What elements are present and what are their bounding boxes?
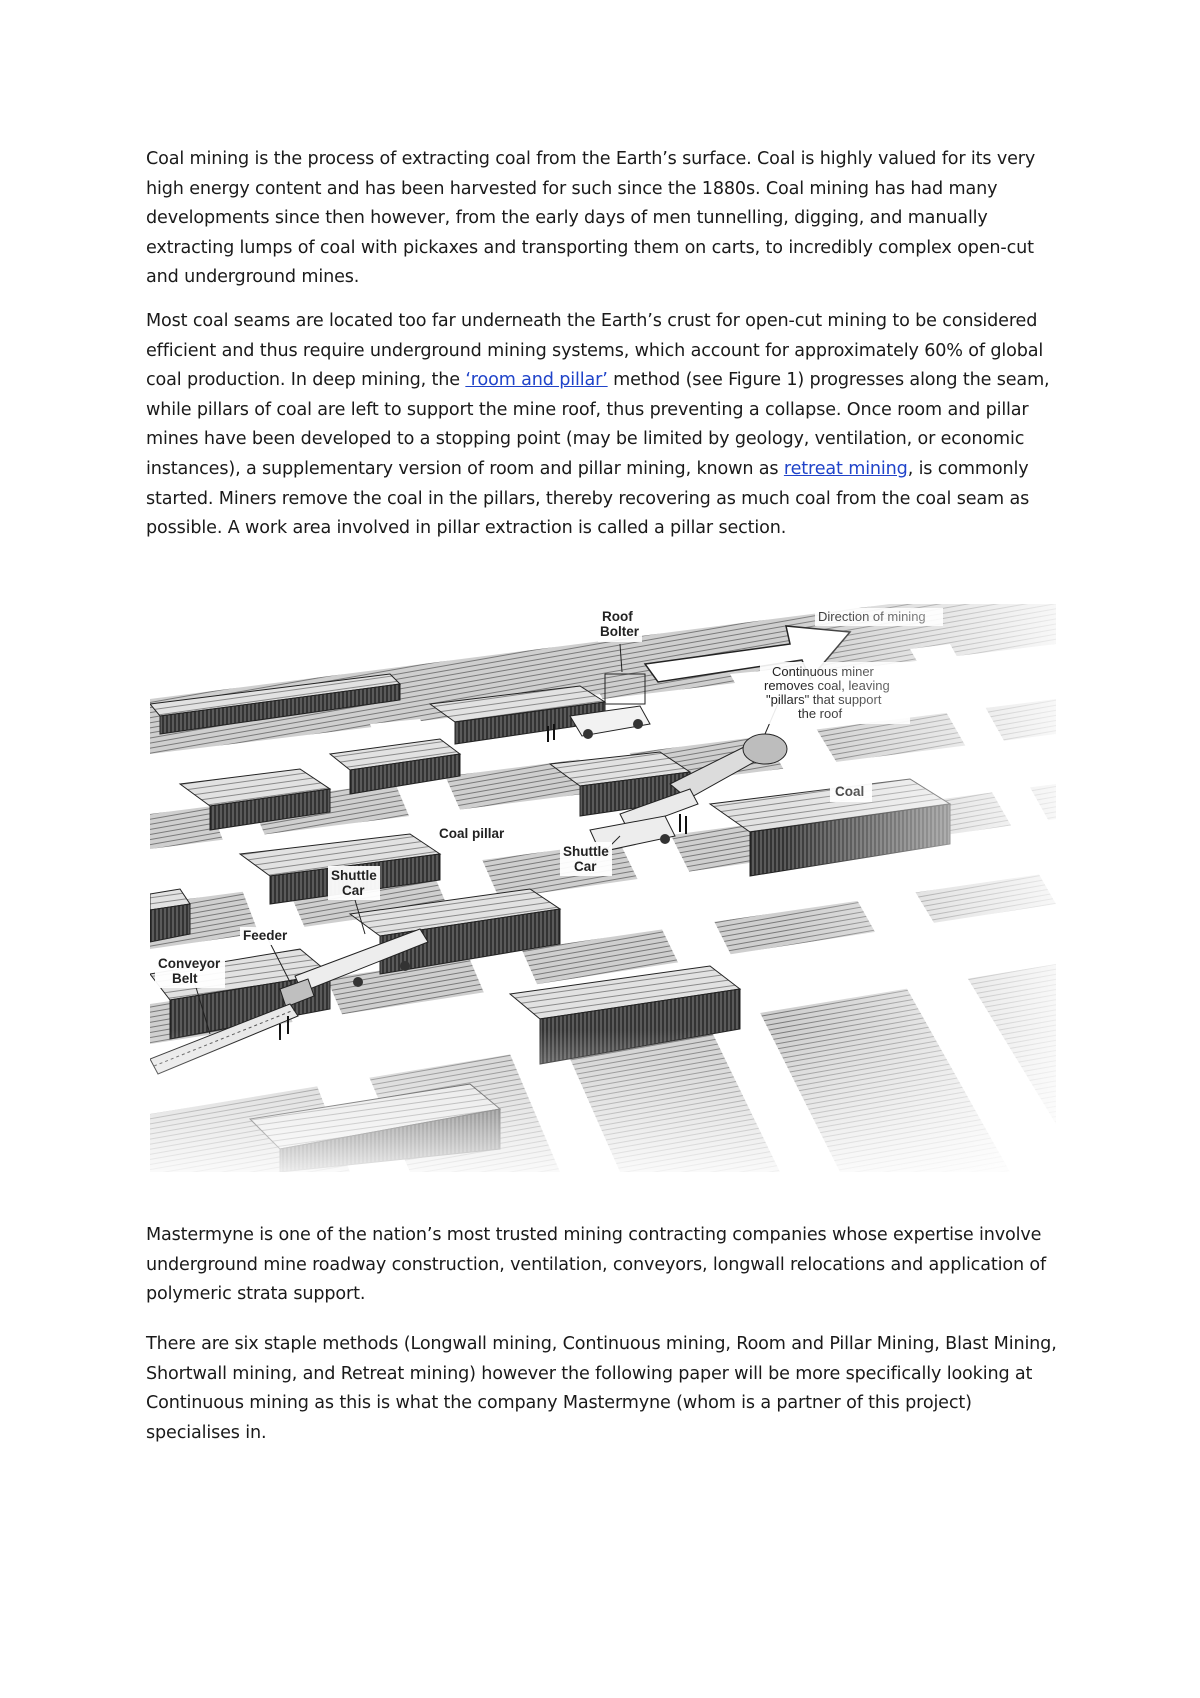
paragraph-mastermyne: Mastermyne is one of the nation’s most trusted mining contracting companies whose expertise involve underground mine roadway construction, ventilation, conveyors, longwall relocations and application of polymeric strata support. [146, 1225, 1047, 1305]
paragraph-methods: There are six staple methods (Longwall mining, Continuous mining, Room and Pillar Mining, Blast Mining, Shortwall mining, and Retreat mining) however the following paper will be more specifically looking at Continuous mining as this is what the company Mastermyne (whom is a partner of this project) specialises in. [146, 1334, 1057, 1443]
room-and-pillar-link[interactable]: ‘room and pillar’ [465, 370, 608, 391]
paragraph-intro: Coal mining is the process of extracting coal from the Earth’s surface. Coal is highly valued for its very high energy content and has been harvested for such since the 1880s. Coal mining has had many developments since then however, from the early days of men tunnelling, digging, and manually extracting lumps of coal with pickaxes and transporting them on carts, to incredibly complex open-cut and underground mines. [146, 149, 1036, 288]
paragraph-text: Most coal seams are located too far underneath the Earth’s crust for open-cut mining to be considered efficient and thus require underground mining systems, which account for approximately 60% of global coal production. In deep mining, the [146, 311, 1044, 391]
paragraph-text: , is commonly started. Miners remove the coal in the pillars, thereby recovering as much coal from the coal seam as possible. A work area involved in pillar extraction is called a pillar section. [146, 458, 1030, 539]
paragraph-text: method (see Figure 1) progresses along the seam, while pillars of coal are left to support the mine roof, thus preventing a collapse. Once room and pillar mines have been developed to a stopping point (may be limited by geology, ventilation, or economic instances), a supplementary version of room and pillar mining, known as [146, 370, 1050, 479]
paragraph-room-and-pillar [146, 307, 1066, 544]
retreat-mining-link[interactable]: retreat mining [783, 458, 908, 479]
figure-room-and-pillar-diagram [150, 604, 1056, 1172]
